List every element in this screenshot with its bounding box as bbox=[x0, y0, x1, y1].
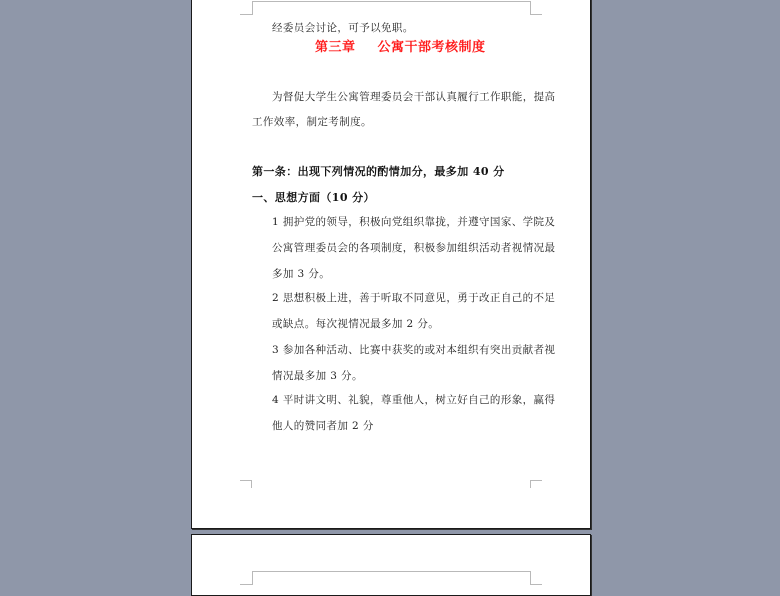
list-item-line: 多加 3 分。 bbox=[272, 268, 331, 280]
paragraph-line: 经委员会讨论，可予以免职。 bbox=[272, 22, 414, 34]
margin-mark-top-right-stub bbox=[530, 14, 542, 15]
list-item-line: 2 思想积极上进，善于听取不同意见，勇于改正自己的不足 bbox=[272, 292, 556, 304]
chapter-title bbox=[315, 41, 486, 55]
list-item-line: 或缺点。每次视情况最多加 2 分。 bbox=[272, 318, 440, 330]
list-item-line: 3 参加各种活动、比赛中获奖的或对本组织有突出贡献者视 bbox=[272, 344, 556, 356]
list-item-line: 情况最多加 3 分。 bbox=[272, 370, 363, 382]
document-page-2[interactable] bbox=[191, 534, 591, 596]
chapter-number: 第三章 bbox=[315, 40, 356, 55]
margin-mark-top bbox=[252, 571, 531, 585]
margin-mark-top-left-stub bbox=[240, 14, 252, 15]
list-item-line: 4 平时讲文明、礼貌，尊重他人，树立好自己的形象，赢得 bbox=[272, 394, 556, 406]
paragraph-line: 工作效率，制定考制度。 bbox=[252, 116, 372, 128]
margin-mark-bottom-right bbox=[530, 480, 542, 488]
section-heading: 第一条：出现下列情况的酌情加分，最多加 40 分 bbox=[252, 165, 505, 178]
list-item-line: 1 拥护党的领导，积极向党组织靠拢，并遵守国家、学院及 bbox=[272, 216, 556, 228]
margin-mark-top bbox=[252, 1, 531, 15]
chapter-name: 公寓干部考核制度 bbox=[377, 40, 486, 55]
paragraph-line: 为督促大学生公寓管理委员会干部认真履行工作职能，提高 bbox=[272, 91, 556, 103]
list-item-line: 他人的赞同者加 2 分 bbox=[272, 420, 374, 432]
document-page-1[interactable] bbox=[191, 0, 591, 529]
list-item-line: 公寓管理委员会的各项制度，积极参加组织活动者视情况最 bbox=[272, 242, 556, 254]
subsection-heading: 一、思想方面（10 分） bbox=[252, 191, 375, 204]
margin-mark-bottom-left bbox=[240, 480, 252, 488]
